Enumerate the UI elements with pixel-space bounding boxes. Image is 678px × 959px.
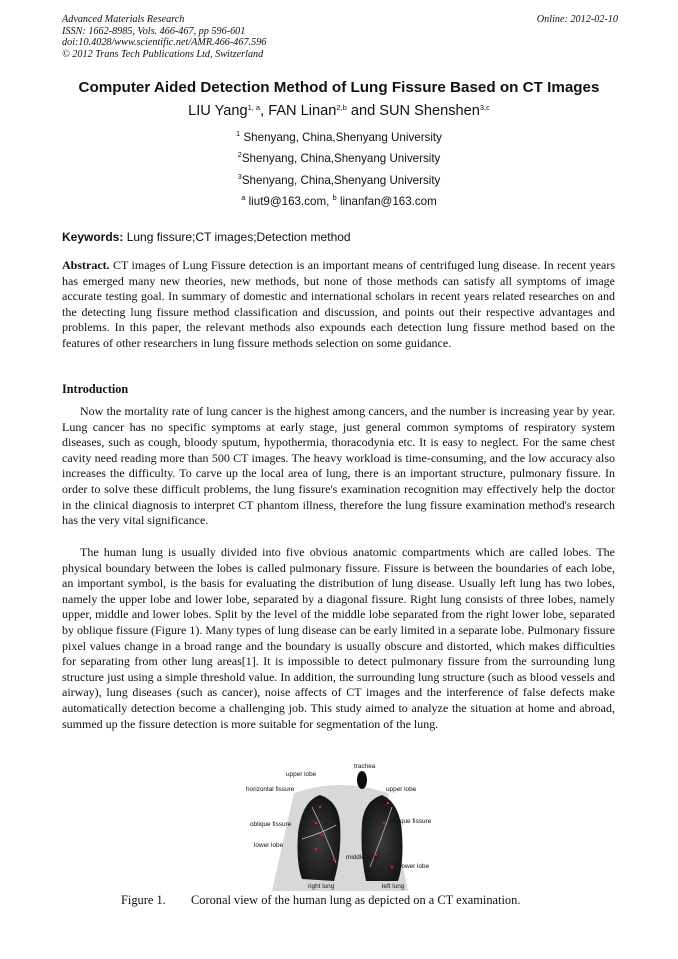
issn: ISSN: 1662-8985, Vols. 466-467, pp 596-601 [62, 25, 246, 37]
journal-header [62, 14, 618, 60]
abstract-text: CT images of Lung Fissure detection is an important means of centrifuged lung disease. In recent years has emerged many new theories, new methods, but none of those methods can satisfy all symptoms of image accurate testing goal. In summary of domestic and international scholars in recent years related researches on and the detecting lung fissure method classification and discussion, and points out their respective advantages and problems. In this paper, the relevant methods also expounds each detection lung fissure method based on the features of other researchers in lung fissure methods selection on some guidance. [62, 258, 615, 350]
caption-number: Figure 1. [121, 893, 166, 907]
section-heading: Introduction [62, 382, 129, 396]
label-horizontal-fissure: horizontal fissure [246, 786, 295, 793]
email-a: liut9@163.com, [245, 195, 333, 208]
email-line [0, 195, 678, 208]
doi: doi:10.4028/www.scientific.net/AMR.466-467.596 [62, 37, 267, 49]
affiliation-text: Shenyang, China,Shenyang University [241, 152, 441, 165]
abstract [62, 258, 615, 352]
author-sup: 3,c [479, 103, 490, 112]
keywords-text: Lung fissure;CT images;Detection method [123, 230, 351, 244]
journal-name: Advanced Materials Research [62, 14, 185, 25]
author-sep: , [260, 103, 269, 119]
affiliation-sup: 1 [236, 129, 241, 138]
email-sup: a [241, 193, 246, 202]
author-sep: and [346, 103, 380, 119]
affiliation-sup: 2 [237, 150, 242, 159]
affiliation-text: Shenyang, China,Shenyang University [241, 174, 441, 187]
label-right-lung: right lung [308, 883, 335, 890]
author-list [0, 103, 678, 119]
intro-paragraph-2: The human lung is usually divided into five obvious anatomic compartments which are called lobes. The physical boundary between the lobes is called pulmonary fissure. Fissure is between the boundaries of each lobe, an important symbol, is the basis for evaluating the distribution of lung disease. Usually left lung has two lobes, namely the upper lobe and lower lobe, separated by a diagonal fissure. Right lung consists of three lobes, namely upper, middle and lower lobes. Split by the level of the middle lobe separated from the right lower lobe, separated by oblique fissure (Figure 1). Many types of lung disease can be early limited in a separate lobe. Pulmonary fissure pixel values change in a broad range and the boundary is usually obscure and distorted, which makes difficulties for separating from other lung areas[1]. It is impossible to detect pulmonary fissure from the surrounding lung structure just using a simple threshold value. In addition, the surrounding lung structure (such as blood vessels and airway), lung diseases (such as cancer), noise affects of CT images and the interference of false defects make automatically detection become a challenging job. This study aimed to analyze the situation at home and abroad, summed up the fissure detection is more suitable for segmentation of the lung. [62, 545, 615, 731]
paper-title: Computer Aided Detection Method of Lung Fissure Based on CT Images [78, 79, 600, 96]
keywords-label: Keywords: [62, 230, 124, 244]
label-lower-lobe: lower lobe [400, 863, 430, 870]
email-sup: b [332, 193, 337, 202]
ct-coronal-image [242, 763, 438, 891]
label-middle-lobe: middle lobe [346, 854, 379, 861]
trachea-shape [357, 771, 367, 789]
label-oblique-fissure: oblique fissure [250, 821, 292, 828]
affiliation [0, 174, 678, 187]
affiliation-sup: 3 [237, 172, 242, 181]
label-upper-lobe: upper lobe [386, 786, 417, 793]
affiliation [0, 152, 678, 165]
author-sup: 1, a [247, 103, 261, 112]
figure-caption [121, 893, 520, 908]
copyright: © 2012 Trans Tech Publications Ltd, Switzerland [62, 48, 264, 60]
author-name: LIU Yang [188, 103, 248, 119]
online-date: Online: 2012-02-10 [536, 14, 618, 25]
affiliation [0, 131, 678, 144]
author-name: FAN Linan [268, 103, 337, 119]
label-oblique-fissure: oblique fissure [390, 818, 432, 825]
author-name: SUN Shenshen [379, 103, 480, 119]
ct-figure [242, 763, 438, 891]
label-trachea: trachea [354, 763, 376, 770]
author-sup: 2,b [336, 103, 347, 112]
keywords [62, 230, 351, 244]
email-b: linanfan@163.com [336, 195, 437, 208]
affiliation-text: Shenyang, China,Shenyang University [240, 131, 442, 144]
label-lower-lobe: lower lobe [254, 842, 284, 849]
label-left-lung: left lung [382, 883, 405, 890]
caption-text: Coronal view of the human lung as depicted on a CT examination. [191, 893, 521, 907]
label-upper-lobe: upper lobe [286, 771, 317, 778]
abstract-label: Abstract. [62, 258, 110, 272]
intro-paragraph-1: Now the mortality rate of lung cancer is the highest among cancers, and the number is increasing year by year. Lung cancer has no specific symptoms at early stage, just general common symptoms of respiratory system diseases, such as cough, bloody sputum, hypothermia, thoracodynia etc. It is easy to neglect. For the same chest cavity need reading more than 500 CT images. The heavy workload is time-consuming, and the low accuracy also increases the difficulty. To carve up the local area of lung, there is an important structure, pulmonary fissure. In order to solve these difficult problems, the lung fissure's examination recognition may effectively help the doctor in the clinical diagnosis to interpret CT phantom illness, therefore the lung fissure examination method's research has the very vital significance. [62, 404, 615, 528]
